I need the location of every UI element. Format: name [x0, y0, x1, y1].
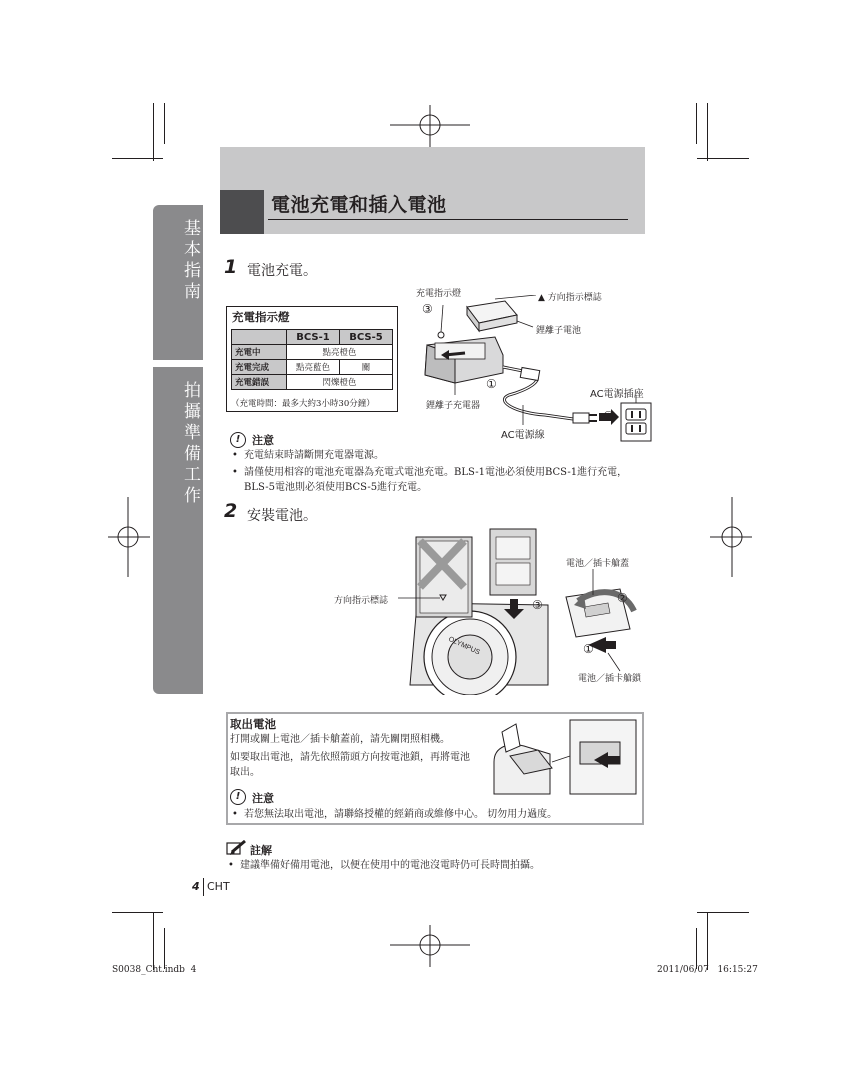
label-cover: 電池／插卡艙蓋 [566, 559, 630, 569]
crop-mark [696, 103, 697, 144]
remove-illustration [490, 716, 640, 796]
label-num-1b: ① [583, 642, 594, 656]
slug-file: S0038_Cht.indb 4 [112, 965, 197, 975]
crop-mark [164, 928, 165, 969]
crop-mark [112, 158, 163, 159]
label-indicator-lamp: 充電指示燈 [416, 289, 462, 299]
label-direction-mark-2: 方向指示標誌 [334, 596, 389, 606]
label-ac-outlet: AC電源插座 [590, 389, 644, 400]
label-ac-cable: AC電源線 [501, 430, 545, 441]
remove-text-2: 如要取出電池，請先依照箭頭方向按電池鎖，再將電池取出。 [230, 752, 470, 778]
row-label: 充電完成 [232, 360, 287, 375]
crop-mark [697, 912, 749, 913]
caution-heading: 注意 [252, 434, 274, 447]
step-2-number: 2 [224, 500, 238, 522]
table-cell: 點亮藍色 [287, 360, 340, 375]
crop-mark [697, 158, 749, 159]
charge-time-note: （充電時間：最多大約3小時30分鐘） [231, 399, 375, 409]
step-2-text: 安裝電池。 [247, 508, 317, 524]
camera-illustration [398, 525, 648, 695]
step-1-text: 電池充電。 [247, 263, 317, 279]
list-item: • 請僅使用相容的電池充電器為充電式電池充電。BLS-1電池必須使用BCS-1進行充電，BLS-5電池則必須使用BCS-5進行充電。 [232, 465, 644, 495]
row-label: 充電中 [232, 345, 287, 360]
caution-icon: ! [230, 789, 246, 805]
table-row [232, 345, 393, 360]
page-number: 4 [192, 880, 200, 893]
crop-mark [153, 912, 154, 970]
registration-mark [108, 497, 150, 577]
label-num-1: ① [486, 377, 497, 391]
crop-mark [707, 912, 708, 970]
slug-date: 2011/06/07 16:15:27 [657, 965, 758, 975]
caution-icon: ! [230, 432, 246, 448]
step-1-number: 1 [224, 256, 238, 278]
side-tab-basic-guide: 基本指南 [153, 205, 203, 360]
table-cell: 點亮橙色 [287, 345, 393, 360]
footer-rule [203, 878, 204, 896]
table-header-blank [232, 330, 287, 345]
remove-caution-heading: 注意 [252, 792, 274, 805]
list-item: • 若您無法取出電池，請聯絡授權的經銷商或維修中心。 切勿用力過度。 [232, 809, 558, 820]
registration-mark [390, 105, 470, 147]
charger-illustration [405, 295, 655, 445]
label-num-3b: ③ [532, 598, 543, 612]
list-item: • 充電結束時請斷開充電器電源。 [232, 450, 384, 461]
list-item-text: 建議準備好備用電池，以便在使用中的電池沒電時仍可長時間拍攝。 [240, 860, 540, 871]
table-cell: 閃爍橙色 [287, 375, 393, 390]
footer-lang: CHT [207, 880, 230, 893]
title-rule [268, 219, 628, 220]
table-row [232, 330, 393, 345]
list-item: • 建議準備好備用電池，以便在使用中的電池沒電時仍可長時間拍攝。 [228, 860, 540, 871]
side-tab-preparation: 拍攝準備工作 [153, 367, 203, 694]
notes-heading: 註解 [250, 844, 272, 857]
label-direction-mark: ▲ 方向指示標誌 [538, 293, 602, 303]
caution-list [232, 448, 644, 495]
table-row [232, 375, 393, 390]
charge-indicator-box [226, 306, 398, 412]
header-accent [220, 190, 264, 234]
table-header-bcs1: BCS-1 [287, 330, 340, 345]
registration-mark [390, 925, 470, 967]
label-li-battery: 鋰離子電池 [536, 326, 582, 336]
charge-box-title: 充電指示燈 [232, 310, 290, 324]
crop-mark [164, 103, 165, 144]
table-row [232, 360, 393, 375]
label-lock: 電池／插卡艙鎖 [578, 674, 642, 684]
page-title: 電池充電和插入電池 [271, 194, 447, 216]
charge-table [231, 329, 393, 390]
list-item-text: 若您無法取出電池，請聯絡授權的經銷商或維修中心。 切勿用力過度。 [244, 809, 558, 820]
label-num-2b: ② [617, 591, 628, 605]
table-cell: 關 [340, 360, 393, 375]
crop-mark [153, 103, 154, 161]
row-label: 充電錯誤 [232, 375, 287, 390]
registration-mark [710, 497, 752, 577]
list-item-text: 充電結束時請斷開充電器電源。 [244, 450, 384, 461]
crop-mark [696, 928, 697, 969]
label-num-3: ③ [422, 302, 433, 316]
remove-text-1: 打開或關上電池／插卡艙蓋前，請先關閉照相機。 [230, 734, 450, 745]
list-item-text: 請僅使用相容的電池充電器為充電式電池充電。BLS-1電池必須使用BCS-1進行充電，BLS-5電池則必須使用BCS-5進行充電。 [244, 467, 628, 493]
label-num-2: ② [603, 409, 614, 423]
note-pencil-icon [226, 840, 248, 856]
crop-mark [707, 103, 708, 161]
crop-mark [112, 912, 163, 913]
remove-title: 取出電池 [230, 717, 276, 731]
label-li-charger: 鋰離子充電器 [426, 401, 481, 411]
svg-text:OLYMPUS: OLYMPUS [447, 635, 481, 657]
table-header-bcs5: BCS-5 [340, 330, 393, 345]
